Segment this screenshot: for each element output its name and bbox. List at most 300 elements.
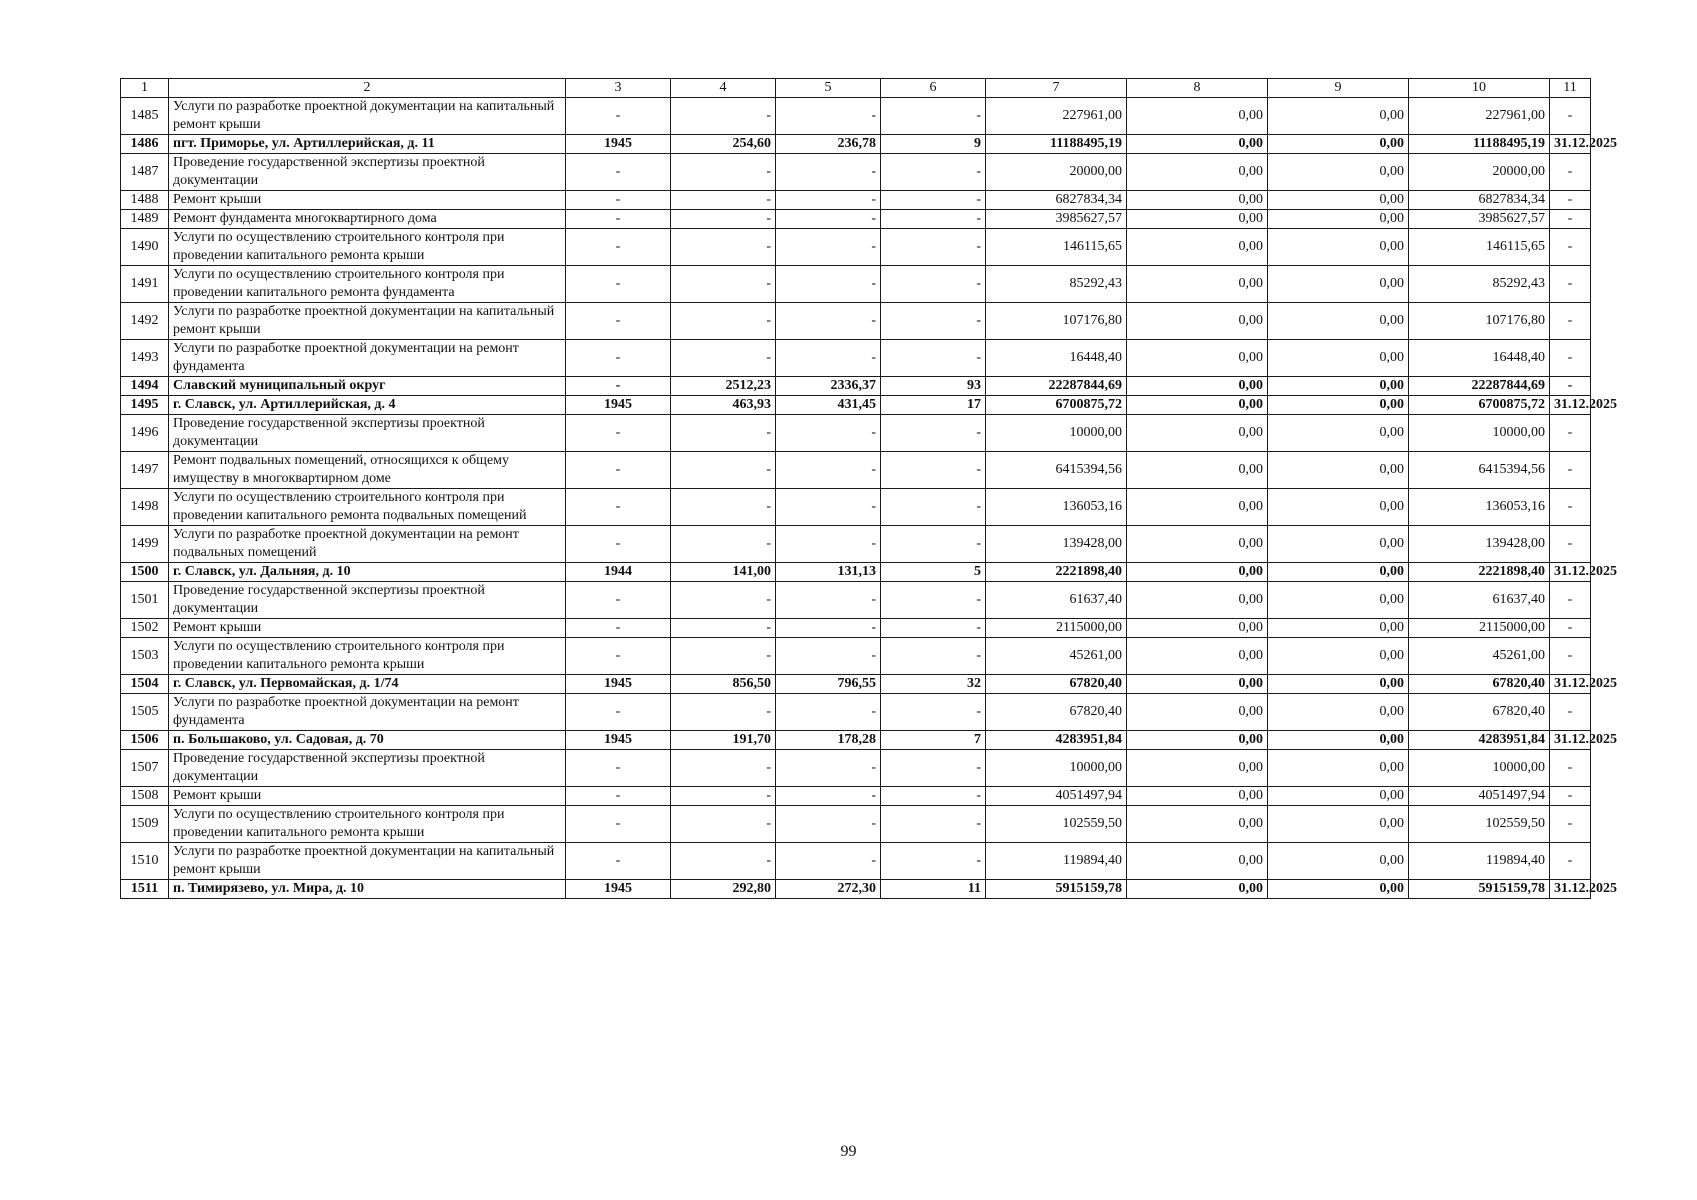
residents-count: - xyxy=(881,415,986,452)
cost-col-10: 85292,43 xyxy=(1409,266,1550,303)
cost-col-9: 0,00 xyxy=(1268,415,1409,452)
cost-col-9: 0,00 xyxy=(1268,377,1409,396)
completion-date: - xyxy=(1550,191,1591,210)
row-name: г. Славск, ул. Артиллерийская, д. 4 xyxy=(169,396,566,415)
year-built: - xyxy=(566,750,671,787)
cost-col-8: 0,00 xyxy=(1127,880,1268,899)
total-area: - xyxy=(671,750,776,787)
residents-count: - xyxy=(881,266,986,303)
row-number: 1496 xyxy=(121,415,169,452)
residents-count: - xyxy=(881,526,986,563)
total-cost: 4051497,94 xyxy=(986,787,1127,806)
cost-col-8: 0,00 xyxy=(1127,191,1268,210)
living-area: 796,55 xyxy=(776,675,881,694)
total-cost: 227961,00 xyxy=(986,98,1127,135)
year-built: - xyxy=(566,452,671,489)
table-row xyxy=(121,266,1591,303)
completion-date: - xyxy=(1550,266,1591,303)
year-built: 1945 xyxy=(566,675,671,694)
row-number: 1497 xyxy=(121,452,169,489)
row-number: 1504 xyxy=(121,675,169,694)
year-built: 1944 xyxy=(566,563,671,582)
column-header-3: 3 xyxy=(566,79,671,98)
residents-count: - xyxy=(881,489,986,526)
table-row xyxy=(121,582,1591,619)
completion-date: - xyxy=(1550,750,1591,787)
residents-count: - xyxy=(881,210,986,229)
cost-col-10: 119894,40 xyxy=(1409,843,1550,880)
residents-count: - xyxy=(881,787,986,806)
cost-col-9: 0,00 xyxy=(1268,489,1409,526)
row-number: 1508 xyxy=(121,787,169,806)
table-row xyxy=(121,806,1591,843)
table-row xyxy=(121,303,1591,340)
residents-count: 11 xyxy=(881,880,986,899)
row-number: 1493 xyxy=(121,340,169,377)
row-number: 1489 xyxy=(121,210,169,229)
cost-col-9: 0,00 xyxy=(1268,582,1409,619)
total-area: - xyxy=(671,526,776,563)
cost-col-9: 0,00 xyxy=(1268,210,1409,229)
total-cost: 6700875,72 xyxy=(986,396,1127,415)
total-area: 254,60 xyxy=(671,135,776,154)
row-number: 1511 xyxy=(121,880,169,899)
completion-date: - xyxy=(1550,210,1591,229)
year-built: - xyxy=(566,154,671,191)
page-number: 99 xyxy=(840,1143,857,1160)
residents-count: - xyxy=(881,154,986,191)
residents-count: - xyxy=(881,340,986,377)
total-area: - xyxy=(671,452,776,489)
row-name: пгт. Приморье, ул. Артиллерийская, д. 11 xyxy=(169,135,566,154)
residents-count: 93 xyxy=(881,377,986,396)
cost-col-9: 0,00 xyxy=(1268,191,1409,210)
row-name: Проведение государственной экспертизы проектной документации xyxy=(169,415,566,452)
row-number: 1491 xyxy=(121,266,169,303)
completion-date: - xyxy=(1550,694,1591,731)
living-area: - xyxy=(776,154,881,191)
repair-program-table xyxy=(120,78,1617,899)
column-header-7: 7 xyxy=(986,79,1127,98)
cost-col-8: 0,00 xyxy=(1127,154,1268,191)
cost-col-9: 0,00 xyxy=(1268,452,1409,489)
living-area: 131,13 xyxy=(776,563,881,582)
row-name: Услуги по разработке проектной документации на ремонт фундамента xyxy=(169,694,566,731)
total-cost: 4283951,84 xyxy=(986,731,1127,750)
cost-col-8: 0,00 xyxy=(1127,452,1268,489)
living-area: - xyxy=(776,191,881,210)
row-name: п. Тимирязево, ул. Мира, д. 10 xyxy=(169,880,566,899)
total-cost: 22287844,69 xyxy=(986,377,1127,396)
table-row xyxy=(121,694,1591,731)
row-name: Ремонт крыши xyxy=(169,787,566,806)
row-name: Проведение государственной экспертизы проектной документации xyxy=(169,154,566,191)
cost-col-10: 22287844,69 xyxy=(1409,377,1550,396)
row-name: Услуги по осуществлению строительного контроля при проведении капитального ремонта подвальных помещений xyxy=(169,489,566,526)
total-area: - xyxy=(671,806,776,843)
completion-date: 31.12.2025 xyxy=(1550,135,1591,154)
cost-col-8: 0,00 xyxy=(1127,675,1268,694)
cost-col-8: 0,00 xyxy=(1127,396,1268,415)
total-area: 463,93 xyxy=(671,396,776,415)
cost-col-8: 0,00 xyxy=(1127,731,1268,750)
year-built: - xyxy=(566,787,671,806)
cost-col-9: 0,00 xyxy=(1268,229,1409,266)
table-row xyxy=(121,750,1591,787)
cost-col-9: 0,00 xyxy=(1268,787,1409,806)
year-built: - xyxy=(566,619,671,638)
total-cost: 2115000,00 xyxy=(986,619,1127,638)
residents-count: 9 xyxy=(881,135,986,154)
row-number: 1501 xyxy=(121,582,169,619)
cost-col-9: 0,00 xyxy=(1268,563,1409,582)
table-row xyxy=(121,526,1591,563)
cost-col-10: 10000,00 xyxy=(1409,750,1550,787)
total-cost: 10000,00 xyxy=(986,750,1127,787)
completion-date: - xyxy=(1550,154,1591,191)
row-name: Услуги по разработке проектной документации на капитальный ремонт крыши xyxy=(169,303,566,340)
table-row xyxy=(121,377,1591,396)
living-area: - xyxy=(776,452,881,489)
cost-col-8: 0,00 xyxy=(1127,303,1268,340)
total-area: - xyxy=(671,191,776,210)
table-row xyxy=(121,340,1591,377)
table-row xyxy=(121,787,1591,806)
total-cost: 139428,00 xyxy=(986,526,1127,563)
cost-col-10: 2221898,40 xyxy=(1409,563,1550,582)
column-header-1: 1 xyxy=(121,79,169,98)
row-number: 1500 xyxy=(121,563,169,582)
living-area: - xyxy=(776,582,881,619)
total-area: 191,70 xyxy=(671,731,776,750)
row-name: Услуги по разработке проектной документации на ремонт подвальных помещений xyxy=(169,526,566,563)
cost-col-10: 67820,40 xyxy=(1409,694,1550,731)
total-area: - xyxy=(671,229,776,266)
year-built: - xyxy=(566,806,671,843)
table-row xyxy=(121,135,1591,154)
table-row xyxy=(121,396,1591,415)
cost-col-9: 0,00 xyxy=(1268,135,1409,154)
total-area: 2512,23 xyxy=(671,377,776,396)
total-area: - xyxy=(671,619,776,638)
year-built: - xyxy=(566,191,671,210)
cost-col-9: 0,00 xyxy=(1268,750,1409,787)
living-area: 236,78 xyxy=(776,135,881,154)
completion-date: 31.12.2025 xyxy=(1550,396,1591,415)
cost-col-8: 0,00 xyxy=(1127,266,1268,303)
year-built: - xyxy=(566,340,671,377)
total-cost: 67820,40 xyxy=(986,694,1127,731)
row-name: Ремонт крыши xyxy=(169,619,566,638)
living-area: - xyxy=(776,694,881,731)
cost-col-10: 136053,16 xyxy=(1409,489,1550,526)
cost-col-10: 107176,80 xyxy=(1409,303,1550,340)
column-header-4: 4 xyxy=(671,79,776,98)
total-cost: 6827834,34 xyxy=(986,191,1127,210)
cost-col-8: 0,00 xyxy=(1127,415,1268,452)
living-area: - xyxy=(776,266,881,303)
table-row xyxy=(121,880,1591,899)
table-row xyxy=(121,210,1591,229)
residents-count: - xyxy=(881,303,986,340)
row-number: 1506 xyxy=(121,731,169,750)
living-area: - xyxy=(776,415,881,452)
cost-col-8: 0,00 xyxy=(1127,377,1268,396)
cost-col-9: 0,00 xyxy=(1268,675,1409,694)
total-cost: 146115,65 xyxy=(986,229,1127,266)
cost-col-8: 0,00 xyxy=(1127,582,1268,619)
cost-col-8: 0,00 xyxy=(1127,787,1268,806)
completion-date: - xyxy=(1550,452,1591,489)
total-cost: 20000,00 xyxy=(986,154,1127,191)
table-row xyxy=(121,731,1591,750)
total-area: - xyxy=(671,303,776,340)
row-number: 1502 xyxy=(121,619,169,638)
residents-count: - xyxy=(881,843,986,880)
year-built: - xyxy=(566,489,671,526)
row-name: Ремонт подвальных помещений, относящихся к общему имуществу в многоквартирном доме xyxy=(169,452,566,489)
table-row xyxy=(121,229,1591,266)
table-row xyxy=(121,489,1591,526)
row-number: 1498 xyxy=(121,489,169,526)
table-row xyxy=(121,843,1591,880)
year-built: - xyxy=(566,98,671,135)
completion-date: 31.12.2025 xyxy=(1550,731,1591,750)
table-row xyxy=(121,452,1591,489)
row-number: 1488 xyxy=(121,191,169,210)
cost-col-8: 0,00 xyxy=(1127,619,1268,638)
total-cost: 16448,40 xyxy=(986,340,1127,377)
cost-col-10: 45261,00 xyxy=(1409,638,1550,675)
total-area: 141,00 xyxy=(671,563,776,582)
cost-col-10: 67820,40 xyxy=(1409,675,1550,694)
column-header-9: 9 xyxy=(1268,79,1409,98)
living-area: - xyxy=(776,806,881,843)
total-cost: 2221898,40 xyxy=(986,563,1127,582)
residents-count: - xyxy=(881,619,986,638)
year-built: - xyxy=(566,210,671,229)
total-cost: 85292,43 xyxy=(986,266,1127,303)
row-number: 1507 xyxy=(121,750,169,787)
row-name: г. Славск, ул. Дальняя, д. 10 xyxy=(169,563,566,582)
cost-col-9: 0,00 xyxy=(1268,806,1409,843)
total-cost: 6415394,56 xyxy=(986,452,1127,489)
total-cost: 45261,00 xyxy=(986,638,1127,675)
row-number: 1492 xyxy=(121,303,169,340)
cost-col-9: 0,00 xyxy=(1268,526,1409,563)
living-area: - xyxy=(776,229,881,266)
cost-col-10: 10000,00 xyxy=(1409,415,1550,452)
residents-count: - xyxy=(881,694,986,731)
total-cost: 5915159,78 xyxy=(986,880,1127,899)
living-area: 272,30 xyxy=(776,880,881,899)
row-name: Услуги по разработке проектной документации на капитальный ремонт крыши xyxy=(169,843,566,880)
living-area: - xyxy=(776,526,881,563)
residents-count: 7 xyxy=(881,731,986,750)
living-area: - xyxy=(776,210,881,229)
total-area: - xyxy=(671,340,776,377)
residents-count: 32 xyxy=(881,675,986,694)
table-row xyxy=(121,563,1591,582)
column-header-6: 6 xyxy=(881,79,986,98)
table-row xyxy=(121,98,1591,135)
cost-col-10: 6827834,34 xyxy=(1409,191,1550,210)
completion-date: - xyxy=(1550,526,1591,563)
column-header-2: 2 xyxy=(169,79,566,98)
residents-count: - xyxy=(881,191,986,210)
living-area: - xyxy=(776,638,881,675)
total-area: - xyxy=(671,582,776,619)
row-number: 1503 xyxy=(121,638,169,675)
row-number: 1486 xyxy=(121,135,169,154)
total-cost: 61637,40 xyxy=(986,582,1127,619)
row-name: Услуги по осуществлению строительного контроля при проведении капитального ремонта фундамента xyxy=(169,266,566,303)
total-area: 292,80 xyxy=(671,880,776,899)
total-area: 856,50 xyxy=(671,675,776,694)
cost-col-10: 139428,00 xyxy=(1409,526,1550,563)
total-cost: 107176,80 xyxy=(986,303,1127,340)
completion-date: - xyxy=(1550,303,1591,340)
living-area: 178,28 xyxy=(776,731,881,750)
completion-date: 31.12.2025 xyxy=(1550,563,1591,582)
residents-count: - xyxy=(881,750,986,787)
cost-col-9: 0,00 xyxy=(1268,98,1409,135)
year-built: - xyxy=(566,843,671,880)
row-name: Услуги по разработке проектной документации на капитальный ремонт крыши xyxy=(169,98,566,135)
residents-count: - xyxy=(881,98,986,135)
row-number: 1505 xyxy=(121,694,169,731)
column-header-5: 5 xyxy=(776,79,881,98)
cost-col-8: 0,00 xyxy=(1127,489,1268,526)
cost-col-10: 146115,65 xyxy=(1409,229,1550,266)
living-area: - xyxy=(776,98,881,135)
living-area: - xyxy=(776,843,881,880)
table-row xyxy=(121,675,1591,694)
completion-date: - xyxy=(1550,98,1591,135)
year-built: 1945 xyxy=(566,880,671,899)
row-number: 1485 xyxy=(121,98,169,135)
row-name: Ремонт крыши xyxy=(169,191,566,210)
year-built: - xyxy=(566,415,671,452)
living-area: - xyxy=(776,340,881,377)
column-header-11: 11 xyxy=(1550,79,1591,98)
year-built: - xyxy=(566,303,671,340)
cost-col-8: 0,00 xyxy=(1127,806,1268,843)
completion-date: - xyxy=(1550,340,1591,377)
living-area: 431,45 xyxy=(776,396,881,415)
cost-col-9: 0,00 xyxy=(1268,266,1409,303)
cost-col-9: 0,00 xyxy=(1268,694,1409,731)
living-area: - xyxy=(776,750,881,787)
table-body xyxy=(121,98,1617,899)
total-area: - xyxy=(671,415,776,452)
cost-col-9: 0,00 xyxy=(1268,340,1409,377)
residents-count: 17 xyxy=(881,396,986,415)
living-area: - xyxy=(776,787,881,806)
year-built: 1945 xyxy=(566,396,671,415)
cost-col-10: 2115000,00 xyxy=(1409,619,1550,638)
cost-col-10: 4051497,94 xyxy=(1409,787,1550,806)
total-cost: 10000,00 xyxy=(986,415,1127,452)
cost-col-9: 0,00 xyxy=(1268,154,1409,191)
row-name: Ремонт фундамента многоквартирного дома xyxy=(169,210,566,229)
row-number: 1499 xyxy=(121,526,169,563)
cost-col-8: 0,00 xyxy=(1127,135,1268,154)
cost-col-8: 0,00 xyxy=(1127,638,1268,675)
year-built: - xyxy=(566,526,671,563)
cost-col-8: 0,00 xyxy=(1127,750,1268,787)
cost-col-10: 102559,50 xyxy=(1409,806,1550,843)
cost-col-10: 61637,40 xyxy=(1409,582,1550,619)
row-number: 1494 xyxy=(121,377,169,396)
completion-date: - xyxy=(1550,638,1591,675)
row-name: Славский муниципальный округ xyxy=(169,377,566,396)
row-number: 1509 xyxy=(121,806,169,843)
cost-col-10: 3985627,57 xyxy=(1409,210,1550,229)
row-number: 1510 xyxy=(121,843,169,880)
living-area: 2336,37 xyxy=(776,377,881,396)
cost-col-10: 16448,40 xyxy=(1409,340,1550,377)
year-built: 1945 xyxy=(566,135,671,154)
completion-date: 31.12.2025 xyxy=(1550,880,1591,899)
table-row xyxy=(121,638,1591,675)
column-header-8: 8 xyxy=(1127,79,1268,98)
completion-date: - xyxy=(1550,229,1591,266)
cost-col-8: 0,00 xyxy=(1127,694,1268,731)
completion-date: - xyxy=(1550,415,1591,452)
residents-count: - xyxy=(881,638,986,675)
living-area: - xyxy=(776,619,881,638)
total-area: - xyxy=(671,98,776,135)
row-name: Проведение государственной экспертизы проектной документации xyxy=(169,582,566,619)
cost-col-10: 11188495,19 xyxy=(1409,135,1550,154)
year-built: - xyxy=(566,638,671,675)
table-row xyxy=(121,619,1591,638)
table-row xyxy=(121,415,1591,452)
cost-col-9: 0,00 xyxy=(1268,638,1409,675)
cost-col-10: 4283951,84 xyxy=(1409,731,1550,750)
completion-date: - xyxy=(1550,806,1591,843)
completion-date: - xyxy=(1550,489,1591,526)
total-cost: 136053,16 xyxy=(986,489,1127,526)
row-name: г. Славск, ул. Первомайская, д. 1/74 xyxy=(169,675,566,694)
total-area: - xyxy=(671,489,776,526)
completion-date: - xyxy=(1550,843,1591,880)
living-area: - xyxy=(776,303,881,340)
total-cost: 67820,40 xyxy=(986,675,1127,694)
total-cost: 119894,40 xyxy=(986,843,1127,880)
residents-count: - xyxy=(881,452,986,489)
cost-col-8: 0,00 xyxy=(1127,563,1268,582)
cost-col-10: 6415394,56 xyxy=(1409,452,1550,489)
cost-col-10: 227961,00 xyxy=(1409,98,1550,135)
completion-date: 31.12.2025 xyxy=(1550,675,1591,694)
cost-col-9: 0,00 xyxy=(1268,843,1409,880)
row-number: 1490 xyxy=(121,229,169,266)
cost-col-8: 0,00 xyxy=(1127,843,1268,880)
completion-date: - xyxy=(1550,787,1591,806)
column-number-row xyxy=(121,79,1591,98)
total-area: - xyxy=(671,638,776,675)
total-area: - xyxy=(671,210,776,229)
total-cost: 102559,50 xyxy=(986,806,1127,843)
residents-count: - xyxy=(881,229,986,266)
year-built: - xyxy=(566,377,671,396)
table-row xyxy=(121,154,1591,191)
total-cost: 3985627,57 xyxy=(986,210,1127,229)
total-area: - xyxy=(671,154,776,191)
total-area: - xyxy=(671,266,776,303)
